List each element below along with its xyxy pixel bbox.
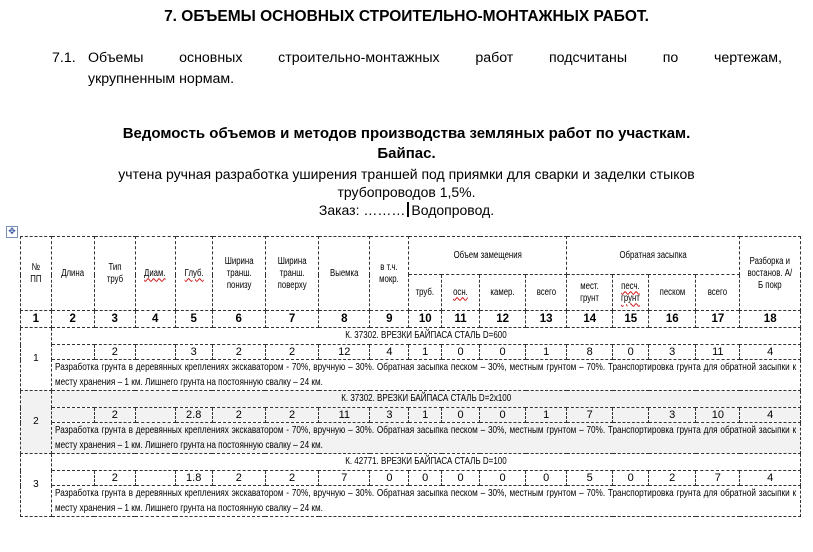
header-vyemka: Выемка: [319, 237, 370, 311]
column-number: 1: [21, 311, 52, 328]
column-number: 5: [175, 311, 212, 328]
column-number: 3: [94, 311, 135, 328]
value-cell: 5: [567, 471, 613, 486]
earthworks-table: [20, 236, 801, 517]
paragraph-7-1: [52, 48, 782, 90]
row-description: [21, 360, 801, 391]
header-obem: Объем замещения: [409, 237, 567, 275]
column-number: 4: [135, 311, 175, 328]
order-prefix: Заказ: ………: [318, 202, 406, 218]
value-cell: 1: [526, 408, 567, 423]
column-number: 16: [649, 311, 696, 328]
vedomost-title-line-1: Ведомость объемов и методов производства земляных работ по участкам.: [122, 125, 691, 142]
row-number: 3: [21, 454, 52, 517]
header-obem-osn: осн.: [442, 275, 480, 311]
column-number: 15: [613, 311, 649, 328]
header-razborka: Разборка и востанов. А/Б покр: [740, 237, 801, 311]
column-number: 10: [409, 311, 442, 328]
value-cell: 0: [526, 471, 567, 486]
value-cell: 11: [319, 408, 370, 423]
header-dlina: Длина: [51, 237, 94, 311]
row-description: [21, 486, 801, 517]
value-cell: 3: [175, 345, 212, 360]
value-cell: 0: [480, 408, 526, 423]
table-row: [21, 454, 801, 471]
value-cell: [613, 408, 649, 423]
value-cell: 4: [370, 345, 409, 360]
vedomost-subtitle: [0, 165, 813, 201]
row-values: [21, 471, 801, 486]
header-npp: № ПП: [21, 237, 52, 311]
value-cell: 0: [480, 345, 526, 360]
value-cell: [135, 408, 175, 423]
column-number: 8: [319, 311, 370, 328]
value-cell: 0: [480, 471, 526, 486]
paragraph-line-1: Объемы основных строительно-монтажных работ подсчитаны по чертежам,: [88, 50, 782, 66]
section-heading: 7. ОБЪЕМЫ ОСНОВНЫХ СТРОИТЕЛЬНО-МОНТАЖНЫХ РАБОТ.: [164, 8, 649, 25]
column-number: 2: [51, 311, 94, 328]
value-cell: 0: [442, 408, 480, 423]
column-number: 13: [526, 311, 567, 328]
value-cell: 2: [94, 471, 135, 486]
paragraph-number: 7.1.: [52, 50, 76, 66]
value-cell: [135, 471, 175, 486]
header-zas-vsego: всего: [696, 275, 740, 311]
column-number: 18: [740, 311, 801, 328]
value-cell: 10: [696, 408, 740, 423]
table-row: [21, 391, 801, 408]
row-number: 2: [21, 391, 52, 454]
header-obem-trub: труб.: [409, 275, 442, 311]
order-suffix: Водопровод.: [411, 202, 495, 218]
text-cursor: [407, 202, 409, 217]
value-cell: 1.8: [175, 471, 212, 486]
value-cell: [135, 345, 175, 360]
header-shir-verh: Ширина транш. поверху: [265, 237, 318, 311]
value-cell: 2: [265, 345, 318, 360]
vedomost-subtitle-line-1: учтена ручная разработка уширения траншей под приямки для сварки и заделки стыков: [118, 166, 695, 182]
header-zas-pesch: песч. грунт: [613, 275, 649, 311]
value-cell: 2: [212, 345, 265, 360]
value-cell: 3: [649, 345, 696, 360]
header-shir-niz: Ширина транш. понизу: [212, 237, 265, 311]
row-condition: К. 42771. ВРЕЗКИ БАЙПАСА СТАЛЬ D=100: [51, 454, 800, 471]
header-tip: Тип труб: [94, 237, 135, 311]
value-cell: 4: [740, 408, 801, 423]
value-cell: 2: [649, 471, 696, 486]
value-cell: 2: [94, 345, 135, 360]
value-cell: 1: [409, 408, 442, 423]
header-zas-peskom: песком: [649, 275, 696, 311]
table-row: [21, 328, 801, 345]
value-cell: 0: [442, 471, 480, 486]
description-cell: Разработка грунта в деревянных креплениях экскаватором - 70%, вручную – 30%. Обратная засыпка песком – 30%, местным грунтом – 70%. Транспортировка грунта для обратной засыпки к месту хранения – 1 км. Лишнего грунта на постоянную свалку – 24 км.: [51, 360, 800, 391]
value-cell: 2: [212, 471, 265, 486]
header-obem-kamer: камер.: [480, 275, 526, 311]
column-number: 6: [212, 311, 265, 328]
header-obem-vsego: всего: [526, 275, 567, 311]
value-cell: 2: [265, 408, 318, 423]
value-cell: 0: [442, 345, 480, 360]
description-cell: Разработка грунта в деревянных креплениях экскаватором - 70%, вручную – 30%. Обратная засыпка песком – 30%, местным грунтом – 70%. Транспортировка грунта для обратной засыпки к месту хранения – 1 км. Лишнего грунта на постоянную свалку – 24 км.: [51, 486, 800, 517]
value-cell: 3: [370, 408, 409, 423]
row-values: [21, 408, 801, 423]
value-cell: [51, 345, 94, 360]
description-cell: Разработка грунта в деревянных креплениях экскаватором - 70%, вручную – 30%. Обратная засыпка песком – 30%, местным грунтом – 70%. Транспортировка грунта для обратной засыпки к месту хранения – 1 км. Лишнего грунта на постоянную свалку – 24 км.: [51, 423, 800, 454]
vedomost-title: [0, 124, 813, 164]
value-cell: [51, 408, 94, 423]
value-cell: 2.8: [175, 408, 212, 423]
column-number: 12: [480, 311, 526, 328]
value-cell: 4: [740, 345, 801, 360]
value-cell: 2: [265, 471, 318, 486]
value-cell: 7: [567, 408, 613, 423]
value-cell: 3: [649, 408, 696, 423]
row-values: [21, 345, 801, 360]
row-description: [21, 423, 801, 454]
column-number: 11: [442, 311, 480, 328]
value-cell: 12: [319, 345, 370, 360]
value-cell: 2: [94, 408, 135, 423]
value-cell: 0: [613, 345, 649, 360]
row-number: 1: [21, 328, 52, 391]
value-cell: 8: [567, 345, 613, 360]
value-cell: 4: [740, 471, 801, 486]
value-cell: 0: [370, 471, 409, 486]
value-cell: 11: [696, 345, 740, 360]
value-cell: 0: [613, 471, 649, 486]
column-number: 14: [567, 311, 613, 328]
row-condition: К. 37302. ВРЕЗКИ БАЙПАСА СТАЛЬ D=2x100: [51, 391, 800, 408]
column-number: 9: [370, 311, 409, 328]
value-cell: 0: [409, 471, 442, 486]
column-number-row: [21, 311, 801, 328]
value-cell: 2: [212, 408, 265, 423]
header-vtch: в т.ч. мокр.: [370, 237, 409, 311]
vedomost-title-line-2: Байпас.: [377, 145, 436, 162]
header-zas-mest: мест. грунт: [567, 275, 613, 311]
header-diam: Диам.: [135, 237, 175, 311]
row-condition: К. 37302. ВРЕЗКИ БАЙПАСА СТАЛЬ D=600: [51, 328, 800, 345]
value-cell: 1: [409, 345, 442, 360]
column-number: 17: [696, 311, 740, 328]
value-cell: 7: [319, 471, 370, 486]
paragraph-line-2: укрупненным нормам.: [88, 71, 235, 87]
value-cell: [51, 471, 94, 486]
header-zasypka: Обратная засыпка: [567, 237, 740, 275]
table-move-handle-icon[interactable]: ✥: [6, 226, 18, 238]
order-line: [0, 202, 813, 218]
value-cell: 1: [526, 345, 567, 360]
header-glub: Глуб.: [175, 237, 212, 311]
value-cell: 7: [696, 471, 740, 486]
column-number: 7: [265, 311, 318, 328]
vedomost-subtitle-line-2: трубопроводов 1,5%.: [337, 184, 476, 200]
